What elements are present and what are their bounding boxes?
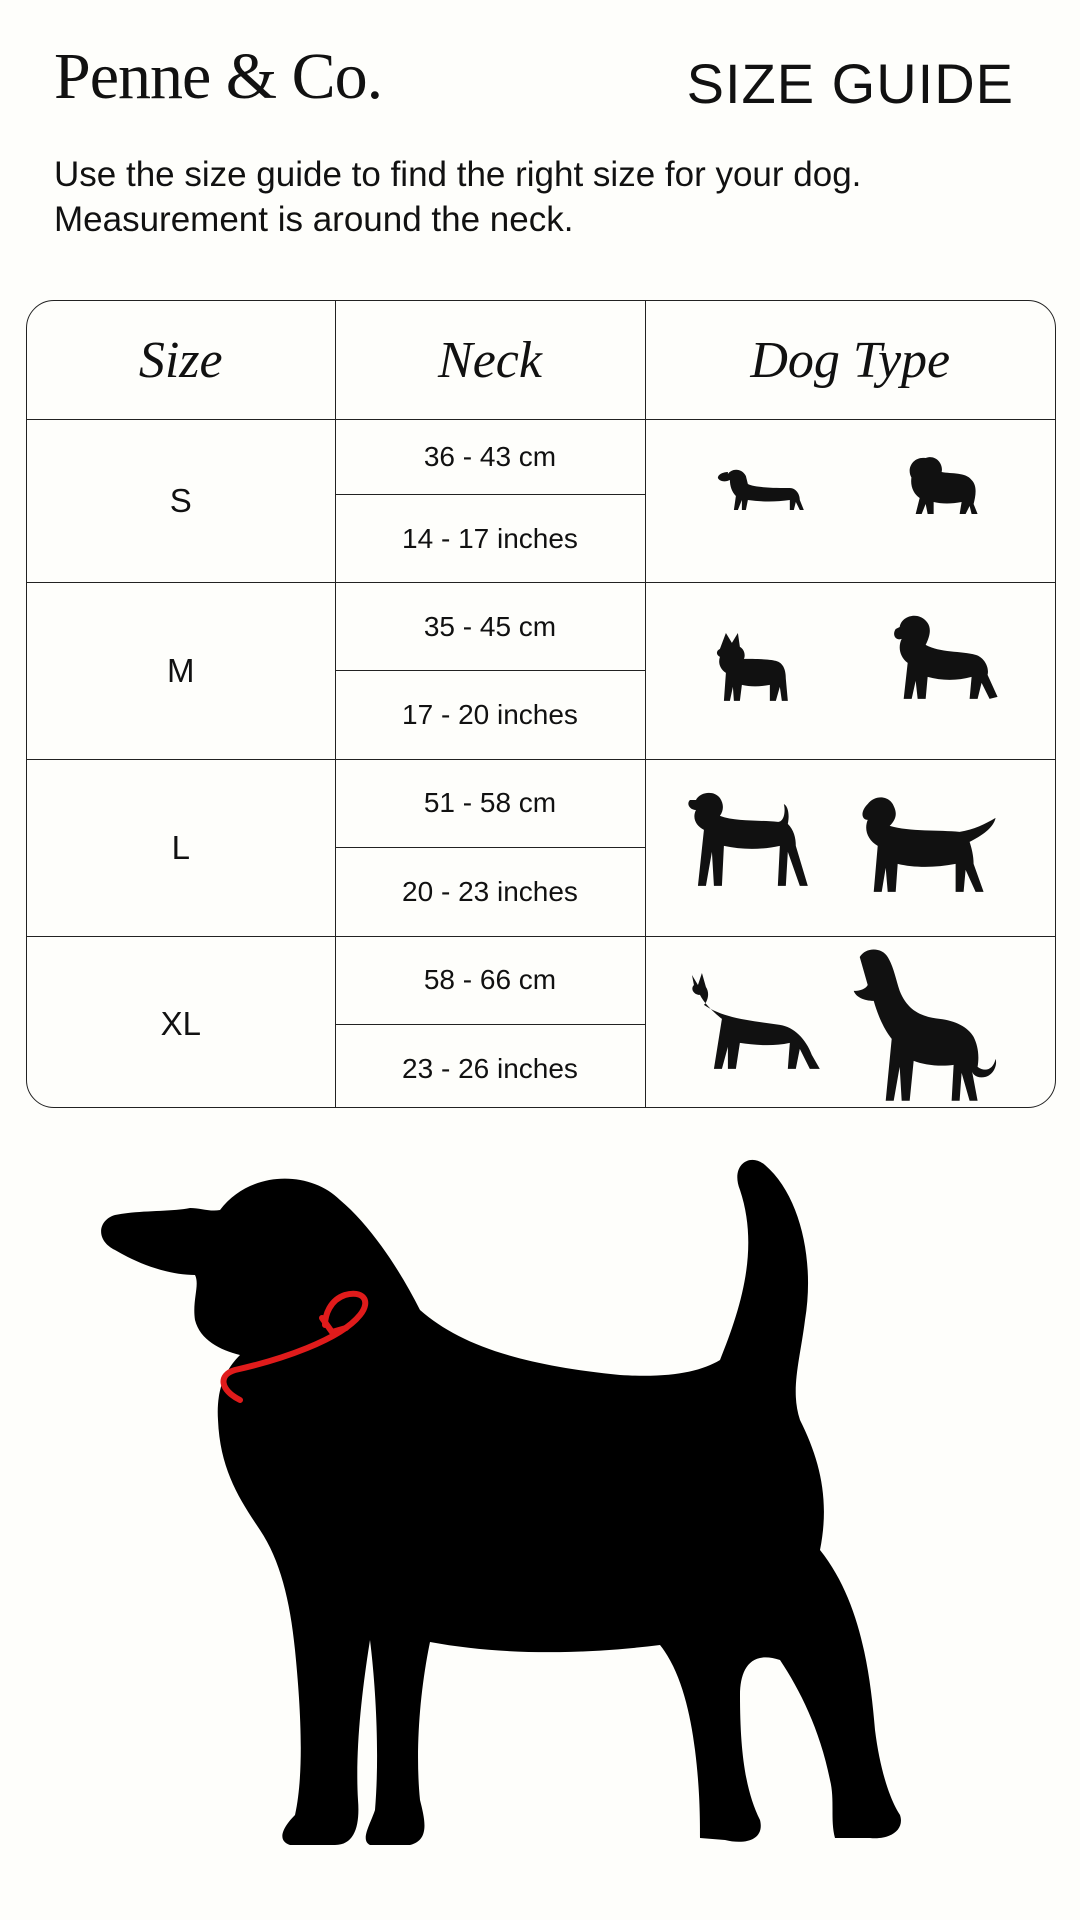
german-shepherd-icon <box>691 973 819 1069</box>
shih-tzu-icon <box>909 457 977 514</box>
neck-cm-s: 36 - 43 cm <box>335 420 645 495</box>
dog-type-xl <box>645 936 1055 1108</box>
dog-body <box>101 1160 901 1845</box>
neck-inches-l: 20 - 23 inches <box>335 848 645 936</box>
neck-cm-xl: 58 - 66 cm <box>335 936 645 1024</box>
brand-logo: Penne & Co. <box>54 40 383 113</box>
table-header-row <box>27 301 1055 420</box>
size-label-s: S <box>27 420 335 583</box>
dog-icons-m <box>646 583 1056 759</box>
dog-type-m <box>645 583 1055 760</box>
boxer-icon <box>688 793 807 886</box>
dog-type-s <box>645 420 1055 583</box>
beagle-silhouette-icon <box>100 1150 950 1870</box>
dachshund-icon <box>717 470 803 510</box>
size-label-xl: XL <box>27 936 335 1108</box>
size-label-l: L <box>27 759 335 936</box>
intro-text <box>54 152 1014 242</box>
neck-inches-xl: 23 - 26 inches <box>335 1024 645 1108</box>
size-table <box>26 300 1056 1108</box>
table-row <box>27 936 1055 1024</box>
french-bulldog-icon <box>716 633 787 701</box>
dog-icons-xl <box>646 937 1056 1108</box>
intro-line-2: Measurement is around the neck. <box>54 200 574 239</box>
header-dog-type: Dog Type <box>645 301 1055 420</box>
retriever-icon <box>862 797 995 891</box>
intro-line-1: Use the size guide to find the right size for your dog. <box>54 155 862 194</box>
neck-inches-m: 17 - 20 inches <box>335 671 645 759</box>
size-label-m: M <box>27 583 335 760</box>
cocker-spaniel-icon <box>894 616 997 699</box>
header-neck: Neck <box>335 301 645 420</box>
neck-inches-s: 14 - 17 inches <box>335 495 645 583</box>
table-row <box>27 583 1055 671</box>
dog-type-l <box>645 759 1055 936</box>
table-row <box>27 420 1055 495</box>
dog-icons-l <box>646 760 1056 936</box>
great-dane-icon <box>853 949 995 1100</box>
neck-cm-m: 35 - 45 cm <box>335 583 645 671</box>
neck-cm-l: 51 - 58 cm <box>335 759 645 847</box>
header-size: Size <box>27 301 335 420</box>
table-row <box>27 759 1055 847</box>
dog-icons-s <box>646 420 1056 582</box>
page-title: SIZE GUIDE <box>686 52 1014 115</box>
